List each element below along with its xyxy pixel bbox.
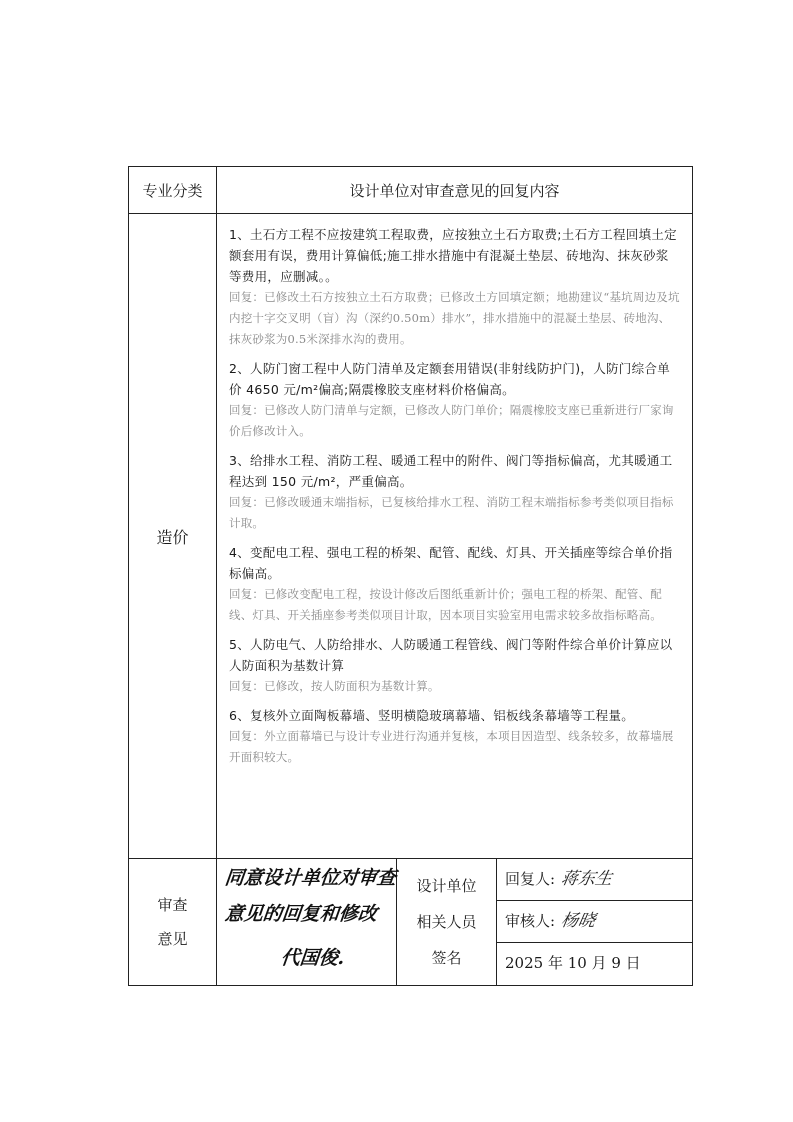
review-comment: 3、给排水工程、消防工程、暖通工程中的附件、阀门等指标偏高，尤其暖通工程达到 150 元/m²，严重偏高。 <box>229 453 673 489</box>
list-item <box>229 358 680 442</box>
reply-text: 回复：已修改暖通末端指标，已复核给排水工程、消防工程末端指标参考类似项目指标计取。 <box>229 495 674 530</box>
review-comment: 1、土石方工程不应按建筑工程取费，应按独立土石方取费;土石方工程回填土定额套用有误，费用计算偏低;施工排水措施中有混凝土垫层、砖地沟、抹灰砂浆等费用，应删减。。 <box>229 227 677 284</box>
reviewer-handwritten-name: 代国俊. <box>279 947 346 969</box>
reviewer-row <box>497 901 692 943</box>
review-label-line2: 意见 <box>157 930 188 948</box>
reply-text: 回复：已修改人防门清单与定额，已修改人防门单价；隔震橡胶支座已重新进行厂家询价后修改计入。 <box>229 403 674 438</box>
reviewer-signature: 杨晓 <box>559 911 597 931</box>
review-label-line1: 审查 <box>157 896 188 914</box>
sign-date: 2025 年 10 月 9 日 <box>505 954 641 972</box>
review-comment: 5、人防电气、人防给排水、人防暖通工程管线、阀门等附件综合单价计算应以人防面积为基数计算 <box>229 637 673 673</box>
reply-text: 回复：已修改，按人防面积为基数计算。 <box>229 679 440 693</box>
handwritten-opinion-line2: 意见的回复和修改 <box>223 903 379 925</box>
date-row <box>497 943 692 985</box>
reviewer-label: 审核人: <box>505 912 556 930</box>
sign-label-cell <box>397 859 497 986</box>
replier-signature: 蒋东生 <box>559 869 614 889</box>
review-opinion-handwriting <box>217 859 397 986</box>
list-item <box>229 705 680 768</box>
content-row <box>129 214 693 859</box>
review-opinion-label <box>129 859 217 986</box>
sign-label-line3: 签名 <box>431 949 462 967</box>
category-cell: 造价 <box>129 214 217 859</box>
sign-label-line1: 设计单位 <box>416 877 477 895</box>
review-comment: 2、人防门窗工程中人防门清单及定额套用错误(非射线防护门)，人防门综合单价 4650 元/m²偏高;隔震橡胶支座材料价格偏高。 <box>229 361 671 397</box>
list-item <box>229 634 680 697</box>
reply-content-cell <box>217 214 693 859</box>
reply-text: 回复：外立面幕墙已与设计专业进行沟通并复核，本项目因造型、线条较多，故幕墙展开面积较大。 <box>229 729 674 764</box>
handwritten-opinion-line1: 同意设计单位对审查 <box>223 867 398 889</box>
replier-label: 回复人: <box>505 870 556 888</box>
category-header: 专业分类 <box>129 167 217 214</box>
reply-text: 回复：已修改土石方按独立土石方取费；已修改土方回填定额；地勘建议“基坑周边及坑内挖十字交叉明（盲）沟（深约0.50m）排水”，排水措施中的混凝土垫层、砖地沟、抹灰砂浆为0.5米深排水沟的费用。 <box>229 290 680 346</box>
review-reply-table <box>128 166 693 986</box>
content-header: 设计单位对审查意见的回复内容 <box>217 167 693 214</box>
sign-label-line2: 相关人员 <box>416 913 477 931</box>
signature-cell <box>497 859 693 986</box>
list-item <box>229 224 680 350</box>
review-comment: 4、变配电工程、强电工程的桥架、配管、配线、灯具、开关插座等综合单价指标偏高。 <box>229 545 673 581</box>
reply-text: 回复：已修改变配电工程，按设计修改后图纸重新计价；强电工程的桥架、配管、配线、灯具、开关插座参考类似项目计取，因本项目实验室用电需求较多故指标略高。 <box>229 587 662 622</box>
signature-row <box>129 859 693 986</box>
review-comment: 6、复核外立面陶板幕墙、竖明横隐玻璃幕墙、铝板线条幕墙等工程量。 <box>229 708 635 723</box>
replier-row <box>497 859 692 901</box>
header-row <box>129 167 693 214</box>
list-item <box>229 542 680 626</box>
list-item <box>229 450 680 534</box>
